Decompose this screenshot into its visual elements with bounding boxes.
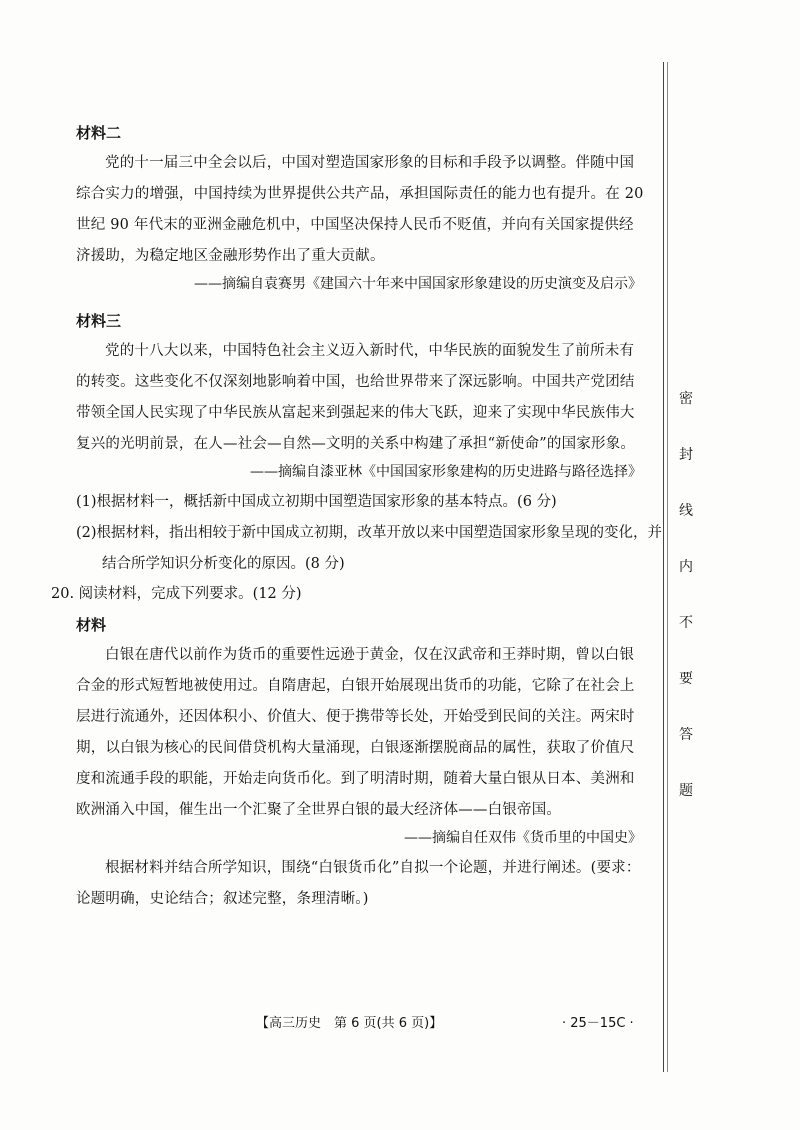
material2-text: 党的十一届三中全会以后，中国对塑造国家形象的目标和手段予以调整。伴随中国综合实力的增强，中国持续为世界提供公共产品，承担国际责任的能力也有提升。在 20 世纪 90 年代末的亚洲金融危机中，中国坚决保持人民币不贬值，并向有关国家提供经济援助，为稳定地区金融形势作出了重大贡献。 xyxy=(76,155,644,264)
material-heading: 材料 xyxy=(76,616,107,634)
seal-char-6: 要 xyxy=(679,671,693,687)
seal-char-2: 封 xyxy=(679,447,693,463)
material3-heading: 材料三 xyxy=(76,312,122,330)
seal-char-4: 内 xyxy=(679,559,693,575)
question-20-material-text: 白银在唐代以前作为货币的重要性远逊于黄金，仅在汉武帝和王莽时期，曾以白银合金的形式短暂地被使用过。自隋唐起，白银开始展现出货币的功能，它除了在社会上层进行流通外，还因体积小、价值大、便于携带等长处，开始受到民间的关注。两宋时期，以白银为核心的民间借贷机构大量涌现，白银逐渐摆脱商品的属性，获取了价值尺度和流通手段的职能，开始走向货币化。到了明清时期，随着大量白银从日本、美洲和欧洲涌入中国，催生出一个汇聚了全世界白银的最大经济体——白银帝国。 xyxy=(76,647,635,818)
footer-code: · 25－15C · xyxy=(562,1016,634,1031)
question-20-title: 20. 阅读材料，完成下列要求。(12 分) xyxy=(51,586,302,602)
footer-page-info: 【高三历史 第 6 页(共 6 页)】 xyxy=(256,1016,443,1031)
seal-line-inner xyxy=(667,62,668,1072)
seal-char-8: 题 xyxy=(679,783,693,799)
material3-text: 党的十八大以来，中国特色社会主义迈入新时代，中华民族的面貌发生了前所未有的转变。这些变化不仅深刻地影响着中国，也给世界带来了深远影响。中国共产党团结带领全国人民实现了中华民族从富起来到强起来的伟大飞跃，迎来了实现中华民族伟大复兴的光明前景，在人—社会—自然—文明的关系中构建了承担“新使命”的国家形象。 xyxy=(76,343,636,452)
question-19-2: (2)根据材料，指出相较于新中国成立初期，改革开放以来中国塑造国家形象呈现的变化，并结合所学知识分析变化的原因。(8 分) xyxy=(76,525,663,572)
material2-heading: 材料二 xyxy=(76,124,122,142)
question-20-prompt: 根据材料并结合所学知识，围绕“白银货币化”自拟一个论题，并进行阐述。(要求：论题明确，史论结合；叙述完整，条理清晰。) xyxy=(76,860,641,907)
material3-citation: ——摘编自漆亚林《中国国家形象建构的历史进路与路径选择》 xyxy=(250,464,642,480)
seal-char-3: 线 xyxy=(679,503,693,519)
seal-char-5: 不 xyxy=(679,615,693,631)
material2-citation: ——摘编自袁赛男《建国六十年来中国国家形象建设的历史演变及启示》 xyxy=(194,276,642,292)
seal-char-1: 密 xyxy=(679,391,693,407)
seal-char-7: 答 xyxy=(679,727,693,743)
seal-line xyxy=(663,62,664,1072)
question-19-1: (1)根据材料一，概括新中国成立初期中国塑造国家形象的基本特点。(6 分) xyxy=(76,494,557,510)
question-20-citation: ——摘编自任双伟《货币里的中国史》 xyxy=(404,830,642,846)
